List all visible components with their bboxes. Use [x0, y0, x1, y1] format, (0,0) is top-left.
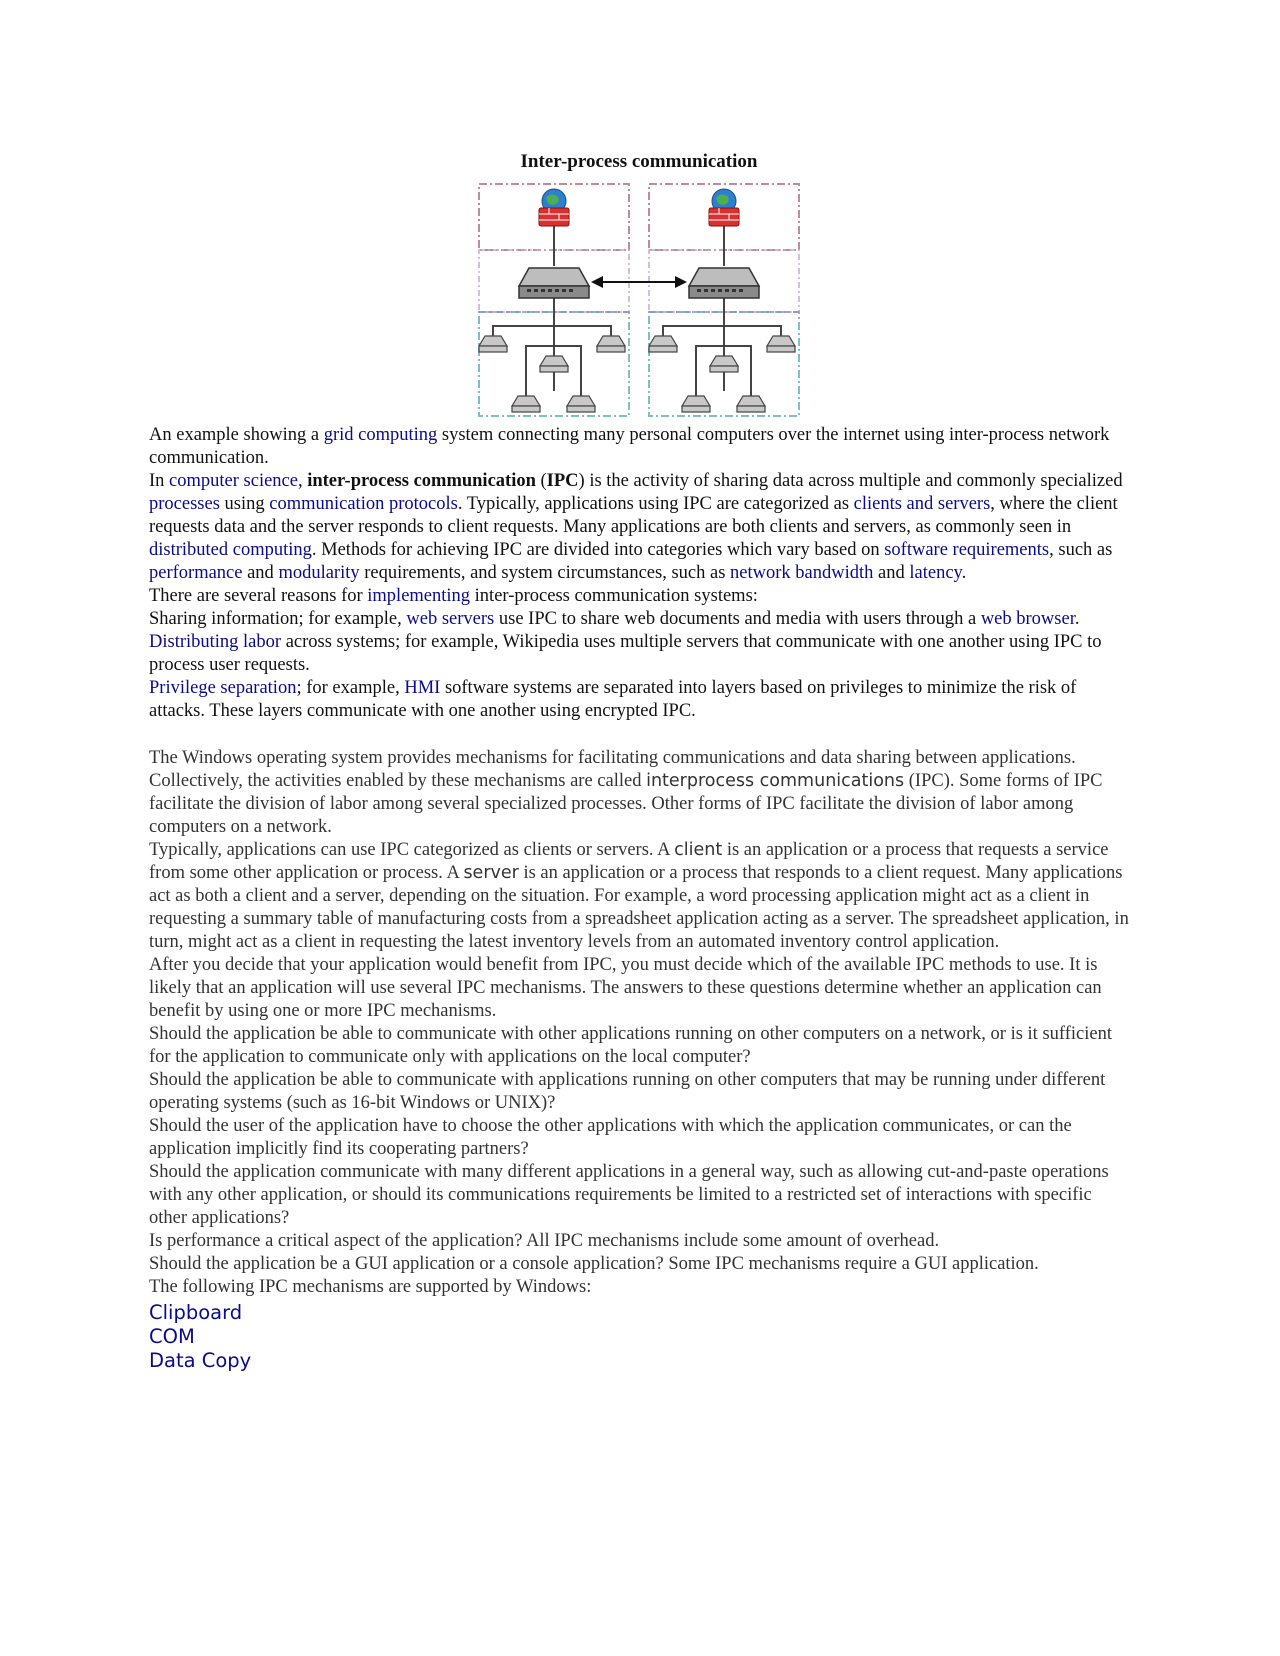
switch-icon: [519, 268, 589, 298]
link-web-browser[interactable]: web browser: [980, 609, 1075, 629]
term-interprocess-communications: interprocess communications: [646, 771, 905, 791]
ipc-network-diagram: [471, 176, 807, 424]
ipc-mechanisms-list: [149, 1301, 1129, 1373]
question-6: Should the application be a GUI application or a console application? Some IPC mechanisms require a GUI application.: [149, 1254, 1039, 1274]
question-4: Should the application communicate with many different applications in a general way, such as allowing cut-and-paste operations with any other application, or should its communications requirements be limited to a restricted set of interactions with specific other applications?: [149, 1162, 1109, 1228]
link-hmi[interactable]: HMI: [404, 678, 441, 698]
double-arrow-icon: [591, 276, 687, 288]
link-processes[interactable]: processes: [149, 494, 220, 514]
internet-firewall-icon: [539, 189, 569, 226]
link-communication-protocols[interactable]: communication protocols: [269, 494, 458, 514]
windows-paragraph-4: The following IPC mechanisms are supported by Windows:: [149, 1277, 592, 1297]
link-network-bandwidth[interactable]: network bandwidth: [730, 563, 874, 583]
term-client: client: [674, 840, 723, 860]
link-performance[interactable]: performance: [149, 563, 243, 583]
link-com[interactable]: COM: [149, 1325, 195, 1348]
link-computer-science[interactable]: computer science: [169, 471, 298, 491]
question-2: Should the application be able to communicate with applications running on other computers that may be running under different operating systems (such as 16-bit Windows or UNIX)?: [149, 1070, 1106, 1113]
figure-caption: An example showing a grid computing system connecting many personal computers over the internet using inter-process network communication.: [149, 425, 1110, 468]
link-software-requirements[interactable]: software requirements: [884, 540, 1050, 560]
windows-paragraph-1: The Windows operating system provides mechanisms for facilitating communications and data sharing between applications. Collectively, the activities enabled by these mechanisms are called interprocess communications (IPC). Some forms of IPC facilitate the division of labor among several specialized processes. Other forms of IPC facilitate the division of labor among computers on a network.: [149, 748, 1103, 837]
reason-item-distributing: Distributing labor across systems; for example, Wikipedia uses multiple servers that communicate with one another using IPC to process user requests.: [149, 632, 1102, 675]
link-privilege-separation[interactable]: Privilege separation: [149, 678, 297, 698]
document-page: [149, 140, 1129, 1373]
link-distributing-labor[interactable]: Distributing labor: [149, 632, 282, 652]
question-1: Should the application be able to communicate with other applications running on other computers on a network, or is it sufficient for the application to communicate only with applications on the local computer?: [149, 1024, 1112, 1067]
reason-item-privilege: Privilege separation; for example, HMI software systems are separated into layers based on privileges to minimize the risk of attacks. These layers communicate with one another using encrypted IPC.: [149, 678, 1077, 721]
reason-item-sharing: Sharing information; for example, web servers use IPC to share web documents and media with users through a web browser.: [149, 609, 1080, 629]
question-3: Should the user of the application have to choose the other applications with which the application communicates, or can the application implicitly find its cooperating partners?: [149, 1116, 1072, 1159]
question-5: Is performance a critical aspect of the application? All IPC mechanisms include some amount of overhead.: [149, 1231, 940, 1251]
link-clients-and-servers[interactable]: clients and servers: [853, 494, 991, 514]
link-grid-computing[interactable]: grid computing: [323, 425, 438, 445]
link-data-copy[interactable]: Data Copy: [149, 1349, 252, 1372]
link-distributed-computing[interactable]: distributed computing: [149, 540, 312, 560]
windows-paragraph-3: After you decide that your application would benefit from IPC, you must decide which of the available IPC methods to use. It is likely that an application will use several IPC mechanisms. The answers to these questions determine whether an application can benefit by using one or more IPC mechanisms.: [149, 955, 1102, 1021]
reasons-paragraph: There are several reasons for implementing inter-process communication systems:: [149, 586, 758, 606]
windows-paragraph-2: Typically, applications can use IPC categorized as clients or servers. A client is an application or a process that requests a service from some other application or process. A server is an application or a process that responds to a client request. Many applications act as both a client and a server, depending on the situation. For example, a word processing application might act as a client in requesting a summary table of manufacturing costs from a spreadsheet application acting as a server. The spreadsheet application, in turn, might act as a client in requesting the latest inventory levels from an automated inventory control application.: [149, 840, 1129, 952]
link-modularity[interactable]: modularity: [278, 563, 360, 583]
windows-ipc-section: [149, 747, 1129, 1373]
link-web-servers[interactable]: web servers: [406, 609, 495, 629]
link-implementing[interactable]: implementing: [367, 586, 471, 606]
intro-paragraph: In computer science, inter-process communication (IPC) is the activity of sharing data across multiple and commonly specialized processes using communication protocols. Typically, applications using IPC are categorized as clients and servers, where the client requests data and the server responds to client requests. Many applications are both clients and servers, as commonly seen in distributed computing. Methods for achieving IPC are divided into categories which vary based on software requirements, such as performance and modularity requirements, and system circumstances, such as network bandwidth and latency.: [149, 471, 1123, 583]
internet-firewall-icon: [709, 189, 739, 226]
link-clipboard[interactable]: Clipboard: [149, 1301, 243, 1324]
figure-title: Inter-process communication: [520, 151, 758, 172]
section-gap: [149, 723, 1129, 747]
link-latency[interactable]: latency: [909, 563, 962, 583]
term-server: server: [463, 863, 519, 883]
switch-icon: [689, 268, 759, 298]
